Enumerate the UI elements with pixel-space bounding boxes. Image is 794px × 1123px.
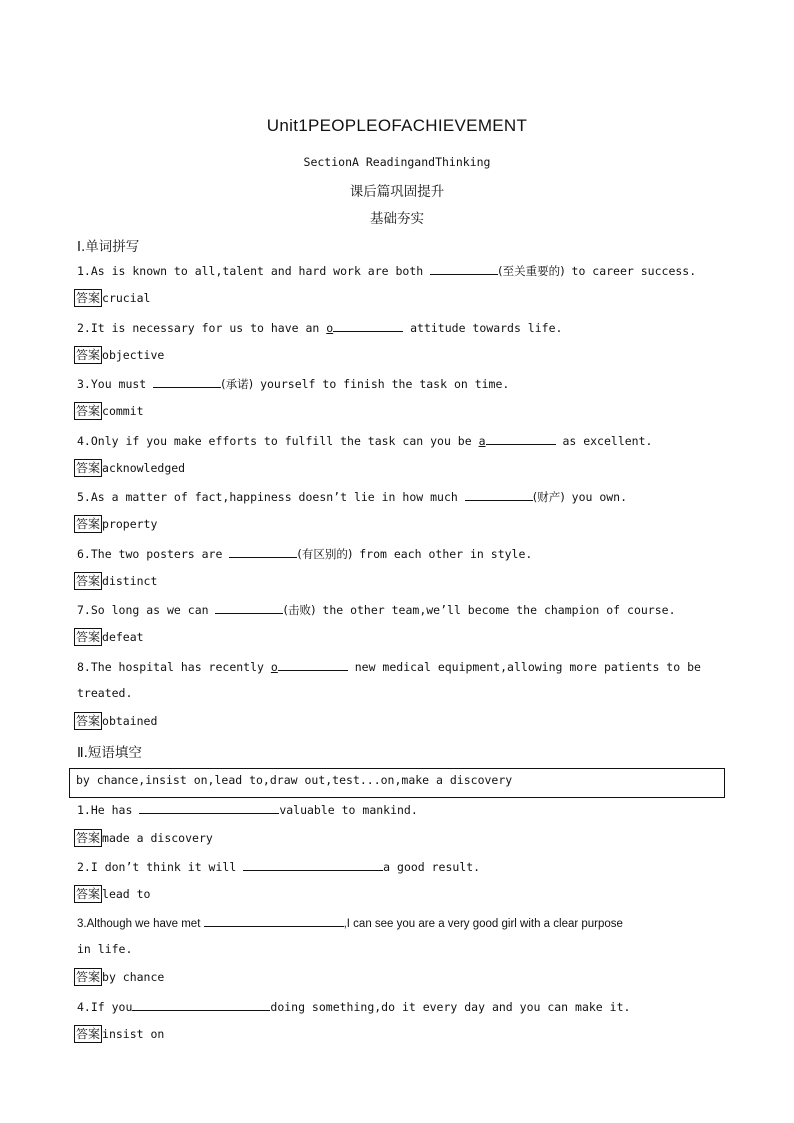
phrase-question-2: 2.I don’t think it will a good result. [77, 860, 481, 874]
answer-1: 答案 crucial [76, 291, 151, 305]
answer-tag: 答案 [76, 970, 101, 984]
answer-blank[interactable] [215, 602, 283, 614]
page-title: Unit1PEOPLEOFACHIEVEMENT [266, 116, 528, 135]
answer-2: 答案 objective [76, 348, 165, 362]
answer-tag: 答案 [76, 1027, 101, 1041]
question-6: 6.The two posters are (有区别的) from each other in style. [77, 547, 533, 561]
phrase-question-3-continued: in life. [77, 942, 133, 956]
answer-blank[interactable] [333, 320, 403, 332]
answer-tag: 答案 [76, 404, 101, 418]
answer-blank[interactable] [229, 546, 297, 558]
answer-8: 答案 obtained [76, 714, 158, 728]
answer-6: 答案 distinct [76, 574, 158, 588]
phrase-answer-1: 答案 made a discovery [76, 831, 213, 845]
question-8: 8.The hospital has recently o new medical equipment,allowing more patients to be [77, 660, 701, 674]
answer-blank[interactable] [465, 489, 533, 501]
phrase-list: by chance,insist on,lead to,draw out,test...on,make a discovery [76, 773, 513, 787]
answer-tag: 答案 [76, 461, 101, 475]
answer-tag: 答案 [76, 574, 101, 588]
answer-tag: 答案 [76, 630, 101, 644]
answer-tag: 答案 [76, 831, 101, 845]
answer-4: 答案 acknowledged [76, 461, 186, 475]
answer-3: 答案 commit [76, 404, 144, 418]
answer-tag: 答案 [76, 714, 101, 728]
question-3: 3.You must (承诺) yourself to finish the task on time. [77, 377, 510, 391]
phrase-answer-2: 答案 lead to [76, 887, 151, 901]
answer-blank[interactable] [132, 999, 270, 1011]
phrase-answer-3: 答案 by chance [76, 970, 165, 984]
question-7: 7.So long as we can (击败) the other team,we’ll become the champion of course. [77, 603, 676, 617]
answer-blank[interactable] [243, 859, 383, 871]
section-subtitle: SectionA ReadingandThinking [303, 155, 491, 169]
question-5: 5.As a matter of fact,happiness doesn’t lie in how much (财产) you own. [77, 490, 628, 504]
section-2-heading: Ⅱ.短语填空 [77, 745, 142, 761]
question-4: 4.Only if you make efforts to fulfill the task can you be a as excellent. [77, 434, 653, 448]
answer-tag: 答案 [76, 291, 101, 305]
answer-tag: 答案 [76, 517, 101, 531]
answer-blank[interactable] [139, 802, 279, 814]
answer-tag: 答案 [76, 348, 101, 362]
question-2: 2.It is necessary for us to have an o attitude towards life. [77, 321, 563, 335]
answer-blank[interactable] [486, 433, 556, 445]
answer-blank[interactable] [430, 263, 498, 275]
question-8-continued: treated. [77, 686, 133, 700]
phrase-answer-4: 答案 insist on [76, 1027, 165, 1041]
section-1-heading: Ⅰ.单词拼写 [77, 239, 140, 255]
basics-heading: 基础夯实 [370, 211, 424, 227]
phrase-question-3: 3.Although we have met ,I can see you are a very good girl with a clear purpose [77, 915, 623, 930]
answer-blank[interactable] [153, 376, 221, 388]
question-1: 1.As is known to all,talent and hard work are both (至关重要的) to career success. [77, 264, 697, 278]
answer-7: 答案 defeat [76, 630, 144, 644]
practice-heading: 课后篇巩固提升 [349, 184, 445, 200]
answer-blank[interactable] [278, 659, 348, 671]
phrase-word-box [69, 768, 725, 798]
answer-tag: 答案 [76, 887, 101, 901]
answer-5: 答案 property [76, 517, 158, 531]
answer-blank[interactable] [204, 915, 344, 927]
phrase-question-4: 4.If you doing something,do it every day and you can make it. [77, 1000, 631, 1014]
phrase-question-1: 1.He has valuable to mankind. [77, 803, 418, 817]
